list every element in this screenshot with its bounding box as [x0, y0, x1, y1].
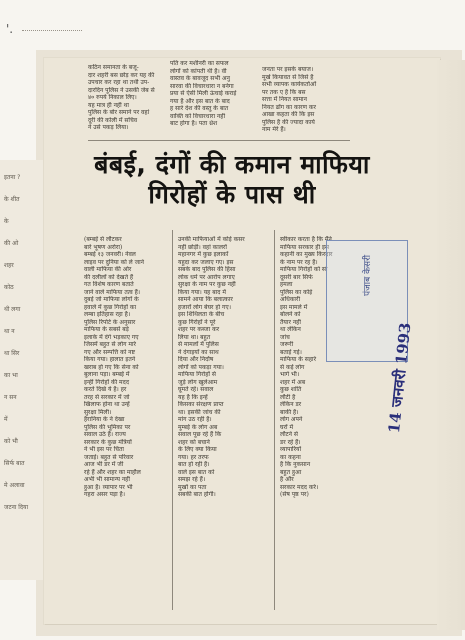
article-text-line: बारे भूषण अरोरा)	[84, 243, 123, 251]
article-text-line: कठिन समानता के बजू-	[88, 64, 139, 71]
handwritten-date: 14 जनवरी 1993	[384, 321, 415, 434]
article-text-line: मूर्ख कियावत से जिसे है	[262, 73, 314, 81]
article-text-line: यहुदा कर जलाए गए। इस	[178, 258, 234, 266]
article-text-line: सरकार के कुछ मंत्रियों	[84, 438, 132, 446]
article-body-left-column	[84, 236, 168, 616]
article-text-line: (सेष पृष्ठ पर)	[280, 491, 309, 498]
article-text-line: जिसमें बहुत से लोग मारे	[84, 341, 136, 348]
article-text-line: गया है और इस बात के बाद	[170, 97, 230, 105]
article-text-line: व्यापारियों	[280, 446, 302, 453]
article-text-line: रहे हैं और शहर का माहौल	[84, 468, 141, 476]
article-text-line: जताई। बहुत से परिवार	[84, 453, 134, 461]
article-text-line: सत्ता में नियत सामान	[262, 96, 307, 103]
article-top-middle-column	[170, 60, 250, 132]
article-text-line: है कि नुकसान	[280, 461, 311, 468]
article-headline	[92, 150, 372, 210]
article-text-line: उपचार कर रहा था तथी उप-	[88, 79, 150, 86]
article-text-line: जांच	[280, 333, 290, 341]
article-text-line: सुरक्षा के नाम पर कुछ नहीं	[178, 281, 236, 288]
article-text-line: पुलिस के बोर समाने पर वहां	[88, 109, 150, 116]
article-text-line: सवाल उठे हैं। राज्य	[84, 431, 126, 438]
article-text-line: नियत ढोंग का कारण कर	[262, 103, 316, 111]
article-text-line: करते दिखे ये है। हर	[84, 386, 127, 393]
article-text-line: आज भी डर में जी	[84, 461, 124, 468]
article-text-line: गया। हर तरफ	[178, 453, 209, 461]
article-text-line: लौटने से	[280, 431, 298, 438]
article-text-line: महानगर में कुछ इलाकों	[178, 251, 229, 258]
article-text-line: हुआ है। व्यापार पर भी	[84, 483, 133, 491]
headline-line-1: बंबई, दंगों की कमान माफिया	[94, 150, 370, 179]
article-text-line: दिया और निर्दोष	[178, 356, 214, 363]
article-text-line: शहर पर कब्जा कर	[178, 326, 220, 333]
article-text-line: पर तक ए है कि बस	[262, 88, 306, 96]
article-text-line: माफिया गिरोहों से	[178, 371, 216, 378]
column-rule	[274, 230, 275, 610]
article-text-line: लम्बा इतिहास रहा है।	[84, 311, 131, 318]
article-text-line: माफिया के सहारे	[280, 356, 317, 363]
edge-fragment: की ओ	[4, 240, 19, 247]
article-top-left-column	[88, 64, 164, 136]
edge-fragment: कोठ	[4, 284, 14, 291]
article-text-line: किया गया। यह बाद में	[178, 288, 226, 296]
edge-fragment: था सिर	[4, 350, 20, 357]
article-text-line: है और	[280, 476, 294, 483]
article-text-line: ने दंगाइयों का साथ	[178, 348, 219, 356]
article-text-line: ने भी इस पर चिंता	[84, 446, 124, 453]
article-text-line: खिलाफ होना था उन्हें	[84, 401, 130, 408]
clipping-right-margin	[437, 60, 465, 630]
article-text-line: लोक धर्म पर आरोप लगाए	[178, 273, 235, 281]
article-text-line: कुछ गिरोहों ने पूरे	[178, 318, 216, 326]
article-text-line: की दलीलों को देखते हैं	[84, 273, 134, 281]
article-text-line: किया गया। हालात इतने	[84, 356, 136, 363]
edge-fragment: इतना ?	[4, 174, 21, 181]
article-text-line: दारदिन पुलिस ने उसकी जेब से	[88, 86, 155, 94]
article-text-line: माफिया सरकार ही इस	[280, 243, 329, 251]
article-text-line: दार शहरी बस छोड़ कर यह की	[88, 71, 155, 79]
article-text-line: स्वीकार करता है कि मैंने	[280, 236, 332, 243]
article-text-line: बताई गई।	[280, 348, 302, 356]
article-text-line: समझ रहे हैं।	[178, 476, 206, 483]
edge-fragment: शहर	[4, 262, 14, 269]
article-text-line: मुम्बई के लोग अब	[178, 423, 218, 431]
adjacent-clipping-edge	[0, 160, 44, 580]
article-text-line: यह मात्र ही नहीं था	[88, 101, 129, 109]
article-text-line: उनकी माफियाओं में कोई कसर	[178, 236, 245, 243]
article-text-line: लोगों को पकड़ा गया।	[178, 363, 224, 371]
article-text-line: हैरानिया के ने देखा	[84, 416, 125, 423]
edge-fragment: के शीत	[4, 196, 20, 203]
article-text-line: हजारों लोग बेघर हो गए।	[178, 303, 231, 311]
article-text-line: नाम मेरे हैं।	[262, 126, 286, 133]
headline-line-2: गिरोहों के पास थी	[148, 180, 316, 209]
article-text-line: लोगों को कांपती थी है। वी	[170, 67, 227, 75]
article-text-line: दूरी की कोली में सचिव	[88, 116, 138, 124]
article-text-line: सबकी बात होगी।	[178, 491, 216, 498]
article-text-line: का कहना	[280, 453, 301, 461]
article-text-line: था। इसकी जांच की	[178, 408, 221, 416]
article-text-line: सबके बाद पुलिस की हिंसा	[178, 266, 236, 273]
article-text-line: बोलने को	[280, 311, 301, 318]
article-text-line: बम्बई १३ जनवरी। नेवल	[84, 251, 136, 258]
article-text-line: से मामलों में पुलिस	[178, 341, 219, 348]
article-text-line: गहरा असर पड़ा है।	[84, 491, 126, 498]
article-text-line: माफिया के सबसे बड़े	[84, 326, 129, 333]
article-text-line: पुलिस रिपोर्ट के अनुसार	[84, 318, 136, 326]
scan-corner-mark: '.	[6, 22, 14, 36]
edge-fragment: सिर्फ बात	[4, 460, 25, 467]
edge-fragment: जटना दिया	[4, 504, 29, 511]
edge-fragment: न सन	[4, 394, 17, 401]
article-text-line: वाली माफिया की ओर	[84, 266, 132, 273]
edge-fragment: में	[4, 416, 8, 423]
article-text-line: शहर को बचाने	[178, 438, 210, 446]
edge-fragment: का भा	[4, 372, 18, 379]
article-text-line: शहर में अब	[280, 378, 306, 386]
edge-fragment: को भी	[4, 438, 18, 445]
article-text-line: यह है कि इन्हें	[178, 393, 208, 401]
article-text-line: वास्तव के बावजूद सभी अनु	[170, 75, 230, 82]
article-text-line: जुड़े लोग खुलेआम	[178, 378, 218, 386]
article-text-line: वाले इस बात को	[178, 468, 215, 476]
section-divider	[88, 140, 350, 141]
article-text-line: सामने आया कि बलात्कार	[178, 296, 233, 303]
article-text-line: ह सारे देश की वस्तु के बात	[170, 105, 229, 112]
article-text-line: अधिकारी	[280, 296, 300, 303]
edge-fragment: थी लगा	[4, 306, 21, 313]
article-text-line: इन्हीं गिरोहों की मदद	[84, 378, 130, 386]
article-text-line: माफिया गिरोहों को सो	[280, 266, 328, 273]
article-text-line: डर रहे हैं।	[280, 438, 301, 446]
article-text-line: इलाके में दंगे भड़काए गए	[84, 333, 139, 341]
article-text-line: पुलिस का कोई	[280, 288, 313, 296]
article-text-line: तरह से सरकार में जो	[84, 393, 130, 401]
article-text-line: था लेकिन	[280, 326, 301, 333]
article-text-line: जनता पर इसके बयाज।	[262, 66, 314, 73]
article-text-line: बुलाना पड़ा। बम्बई में	[84, 371, 130, 378]
article-text-line: बहुत हुआ	[280, 468, 302, 476]
article-text-line: सारवा की विचारधारा न बनेगा	[170, 82, 234, 90]
article-text-line: हमला	[280, 281, 293, 288]
article-text-line: लिया था। बहुत	[178, 333, 211, 341]
article-text-line: इस मामले में	[280, 303, 308, 311]
article-text-line: तैयार नहीं	[280, 318, 301, 326]
article-text-line: घरों में	[280, 423, 294, 431]
article-text-line: सरकार मदद करे।	[280, 483, 319, 491]
edge-fragment: के	[4, 218, 9, 225]
article-text-line: दुबई जो माफिया लोगों के	[84, 296, 139, 303]
article-text-line: लोग अपने	[280, 416, 303, 423]
article-text-line: लौटी है	[280, 393, 296, 401]
article-text-line: बाकी है।	[280, 408, 299, 416]
article-text-line: प्रया से ऐसी मिली ऊंचाई कराई	[170, 90, 237, 97]
article-text-line: मांग उठ रही है।	[178, 416, 212, 423]
article-text-line: पुलिस है की ज्यादा कार्य	[262, 118, 315, 126]
article-text-line: लाइव पर दुनिया को ले जाने	[84, 258, 144, 266]
article-text-line: खराब हो गए कि सेना को	[84, 363, 139, 371]
article-text-line: पति कर मशीनरी का सफल	[170, 60, 229, 67]
article-text-line: भागे भी।	[280, 371, 300, 378]
article-text-line: नहीं छोड़ी। वहां कालरों	[178, 243, 227, 251]
edge-fragment: था न	[4, 328, 15, 335]
article-text-line: लेकिन डर	[280, 401, 302, 408]
article-text-line: सवाल पूछ रहे हैं कि	[178, 431, 222, 438]
article-text-line: दूसरी बार सिर्फ	[280, 273, 313, 281]
article-text-line: बाट होगा है। पता थ्रेश	[170, 120, 218, 127]
scan-dotted-line	[22, 30, 82, 31]
article-text-line: ने उसे पकड़ लिया।	[88, 124, 129, 131]
article-text-line: (बम्बई से लौटकर	[84, 236, 122, 243]
article-text-line: सभी व्यापक कार्यकर्ताओं	[262, 81, 317, 88]
article-text-line: ४० रुपये निकाल लिए।	[88, 94, 137, 101]
article-text-line: सुरक्षा मिली।	[84, 408, 112, 416]
article-text-line: जाने वाले माफिया तत्व हैं।	[84, 288, 141, 296]
article-text-line: के नाम पर रह है।	[280, 258, 318, 266]
article-text-line: अभी भी सामान्य नहीं	[84, 476, 130, 483]
article-text-line: से कई लोग	[280, 363, 305, 371]
edge-fragment: मे अलावा	[4, 482, 25, 489]
article-body-middle-column	[178, 236, 270, 616]
article-text-line: बात हो रही है।	[178, 461, 210, 468]
article-text-line: कुछ शांति	[280, 386, 302, 393]
article-text-line: किसका संरक्षण प्राप्त	[178, 401, 224, 408]
article-text-line: पुलिस की भूमिका पर	[84, 423, 131, 431]
library-stamp-text: पंजाब केसरी	[363, 254, 373, 296]
article-top-right-column	[262, 66, 342, 138]
article-text-line: वाक्ति को विचारधारा नहीं	[170, 112, 225, 120]
article-text-line: हवाले में कुछ गिरोहों का	[84, 303, 137, 311]
article-text-line: गत विशेष कारण बताते	[84, 281, 134, 288]
article-text-line: के लिए क्या किया	[178, 446, 217, 453]
article-text-line: कहानी का मुख्य किरदार	[280, 251, 333, 258]
article-text-line: इस शिथिलता के बीच	[178, 311, 225, 318]
article-text-line: घूमते रहे। सवाल	[178, 386, 214, 393]
article-text-line: मुखों का पता	[178, 483, 207, 491]
article-text-line: जरूरी	[280, 341, 294, 348]
article-text-line: गए और सम्पत्ति को नष्ट	[84, 348, 135, 356]
column-rule	[172, 230, 173, 610]
article-text-line: आखा कहता की कि इस	[262, 111, 315, 118]
